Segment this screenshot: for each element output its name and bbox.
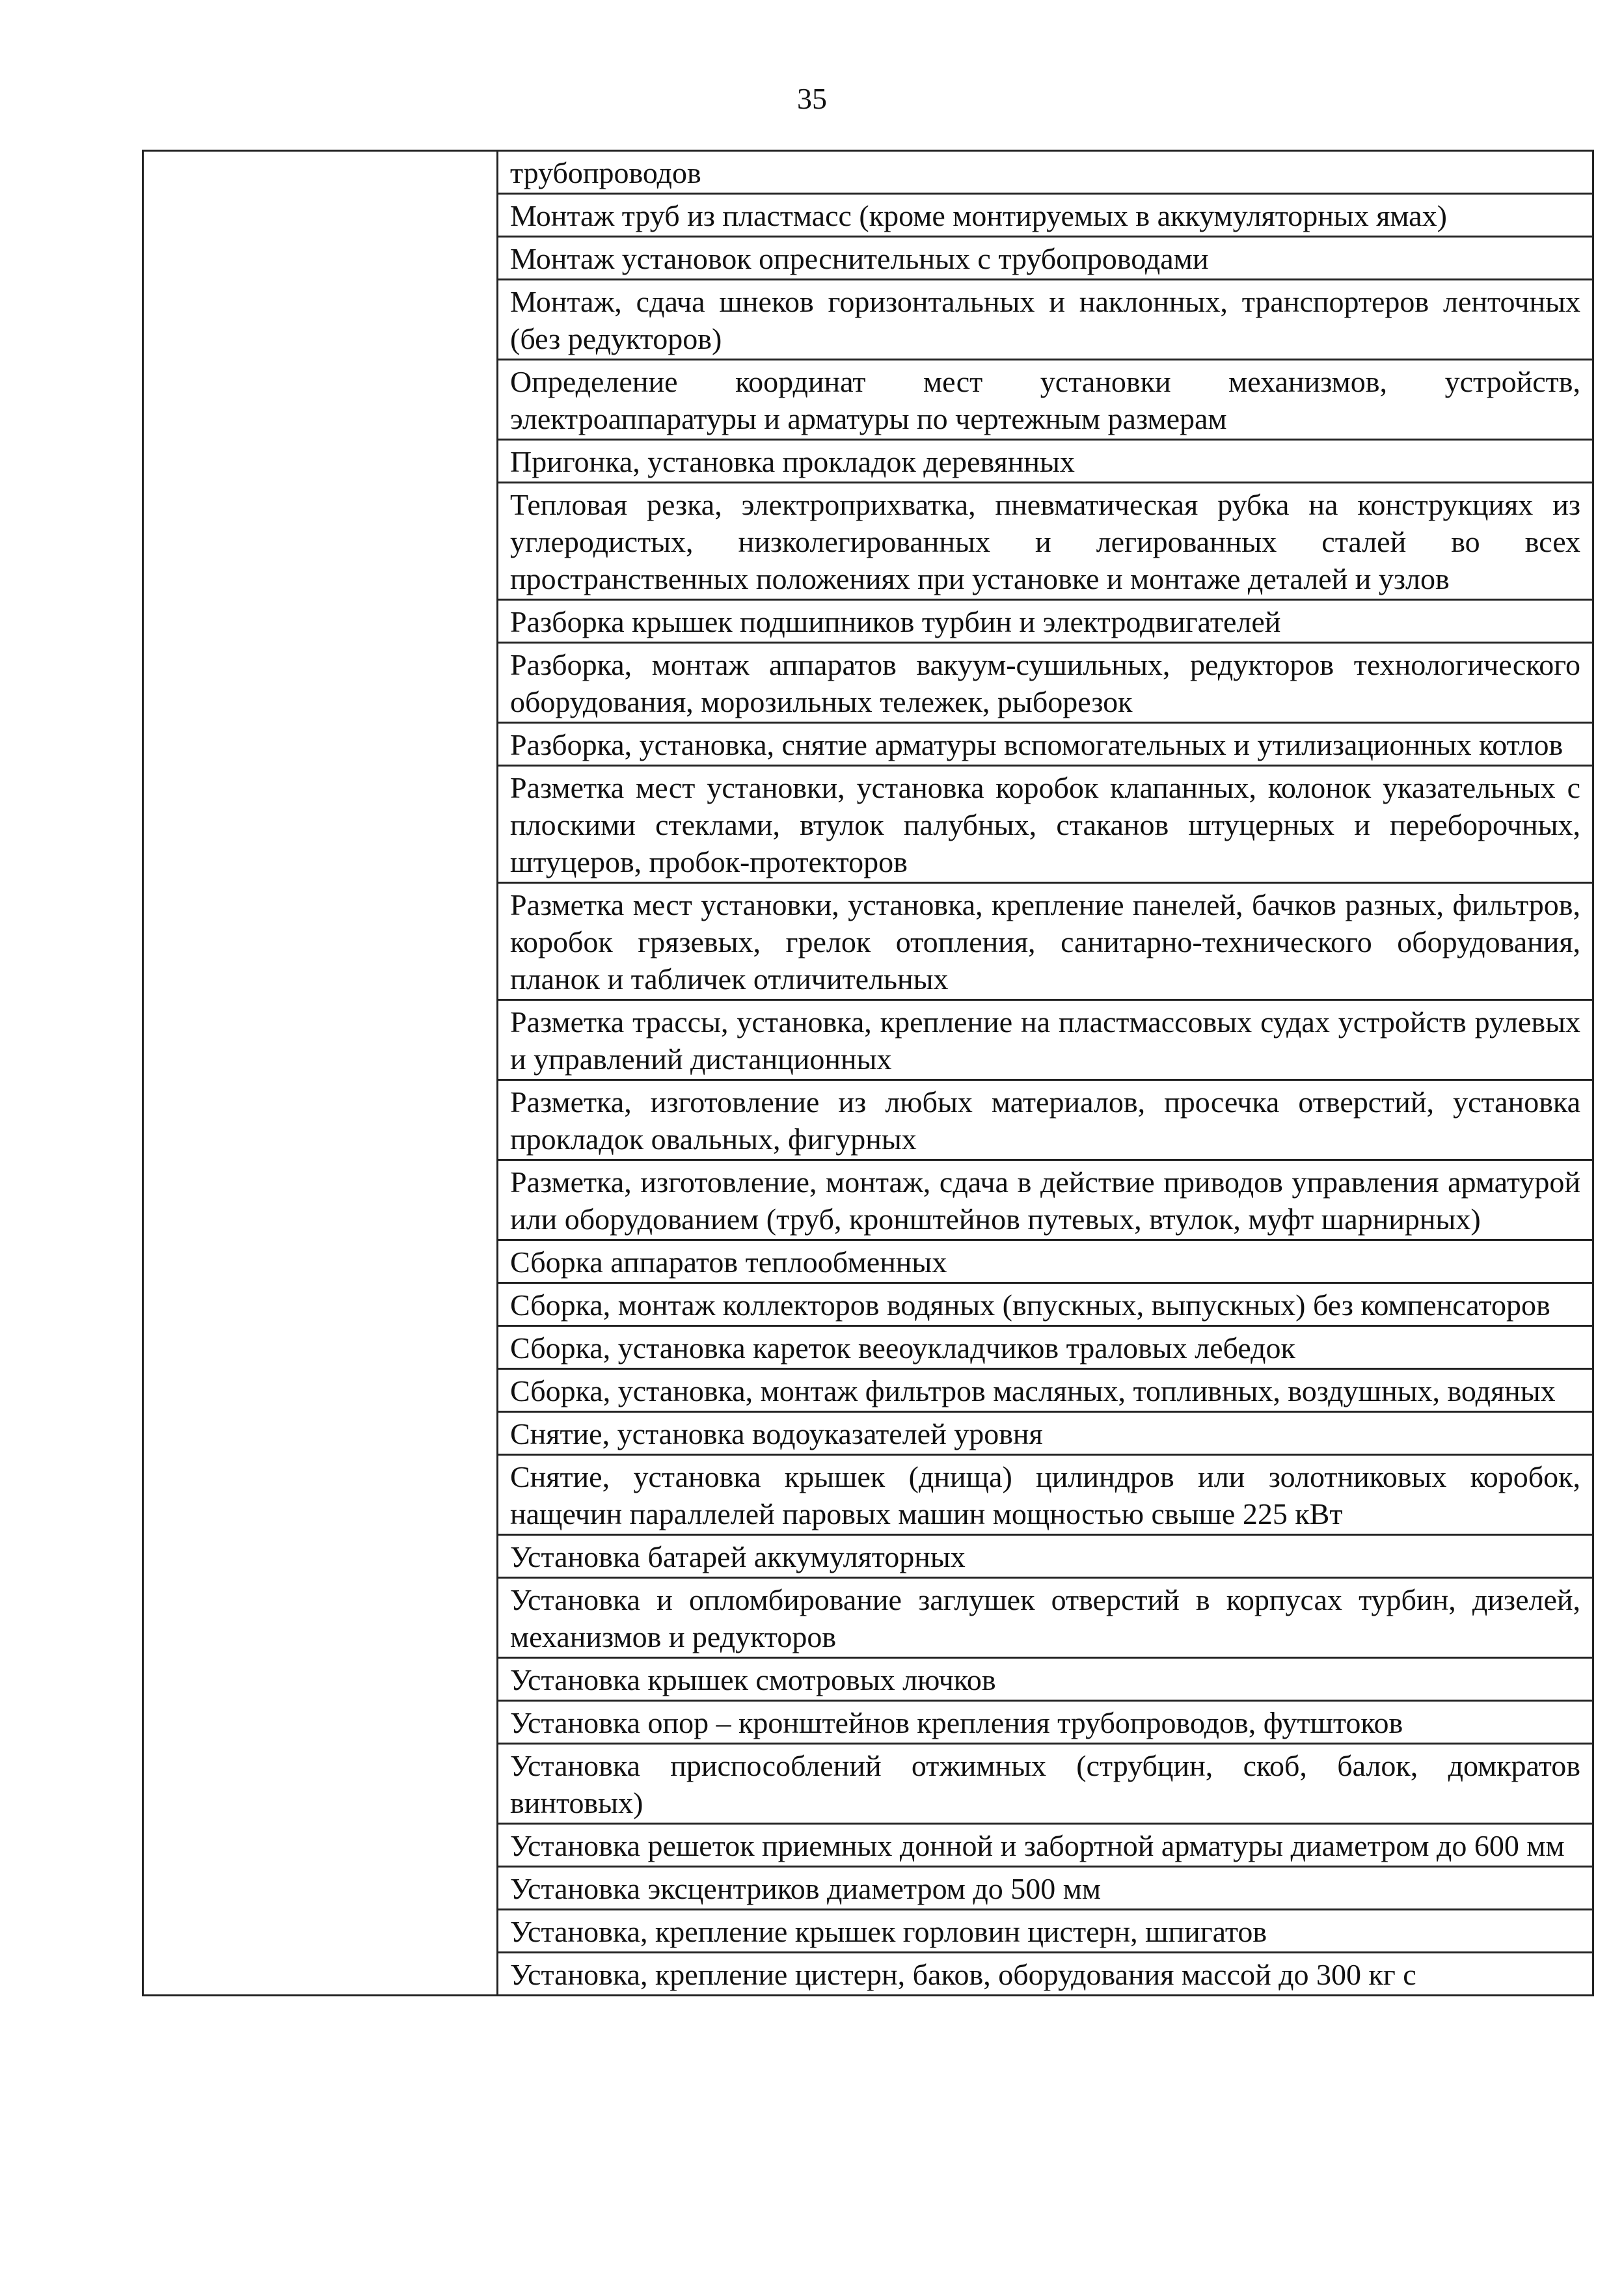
work-item: Разметка, изготовление из любых материалов, просечка отверстий, установка прокладок овальных, фигурных — [498, 1079, 1592, 1159]
profession-cell — [143, 151, 498, 1996]
work-item: Сборка, установка кареток вееоукладчиков траловых лебедок — [498, 1325, 1592, 1368]
work-item: Разметка, изготовление, монтаж, сдача в действие приводов управления арматурой или оборудованием (труб, кронштейнов путевых, втулок, муфт шарнирных) — [498, 1159, 1592, 1239]
work-item: Разметка трассы, установка, крепление на пластмассовых судах устройств рулевых и управлений дистанционных — [498, 999, 1592, 1079]
work-item: трубопроводов — [510, 156, 701, 189]
work-item: Установка батарей аккумуляторных — [498, 1534, 1592, 1577]
work-item: Установка решеток приемных донной и забортной арматуры диаметром до 600 мм — [498, 1823, 1592, 1866]
work-item: Сборка, установка, монтаж фильтров масляных, топливных, воздушных, водяных — [498, 1368, 1592, 1411]
work-item: Установка, крепление крышек горловин цистерн, шпигатов — [498, 1908, 1592, 1951]
work-item: Установка приспособлений отжимных (струбцин, скоб, балок, домкратов винтовых) — [498, 1743, 1592, 1823]
page-number: 35 — [797, 82, 827, 115]
work-item: Снятие, установка водоуказателей уровня — [498, 1411, 1592, 1454]
work-item: Разметка мест установки, установка коробок клапанных, колонок указательных с плоскими стеклами, втулок палубных, стаканов штуцерных и переборочных, штуцеров, пробок-протекторов — [498, 765, 1592, 882]
work-item: Разметка мест установки, установка, крепление панелей, бачков разных, фильтров, коробок грязевых, грелок отопления, санитарно-технического оборудования, планок и табличек отличительных — [498, 882, 1592, 999]
work-item: Монтаж установок опреснительных с трубопроводами — [498, 236, 1592, 278]
work-item: Установка эксцентриков диаметром до 500 мм — [498, 1866, 1592, 1908]
work-item: Пригонка, установка прокладок деревянных — [498, 439, 1592, 482]
work-item: Монтаж, сдача шнеков горизонтальных и наклонных, транспортеров ленточных (без редукторов) — [498, 278, 1592, 359]
work-item: Разборка, установка, снятие арматуры вспомогательных и утилизационных котлов — [498, 722, 1592, 765]
work-item: Сборка аппаратов теплообменных — [498, 1239, 1592, 1282]
work-item: Установка и опломбирование заглушек отверстий в корпусах турбин, дизелей, механизмов и редукторов — [498, 1577, 1592, 1657]
works-table — [142, 150, 1594, 1996]
work-item: Разборка крышек подшипников турбин и электродвигателей — [498, 599, 1592, 642]
works-list-cell — [498, 151, 1593, 1996]
work-item: Снятие, установка крышек (днища) цилиндров или золотниковых коробок, нащечин параллелей паровых машин мощностью свыше 225 кВт — [498, 1454, 1592, 1534]
work-item: Определение координат мест установки механизмов, устройств, электроаппаратуры и арматуры по чертежным размерам — [498, 359, 1592, 439]
work-item: Разборка, монтаж аппаратов вакуум-сушильных, редукторов технологического оборудования, морозильных тележек, рыборезок — [498, 642, 1592, 722]
work-item: Установка опор – кронштейнов крепления трубопроводов, футштоков — [498, 1700, 1592, 1743]
work-item: Установка крышек смотровых лючков — [498, 1657, 1592, 1700]
work-item: Сборка, монтаж коллекторов водяных (впускных, выпускных) без компенсаторов — [498, 1282, 1592, 1325]
work-item: Монтаж труб из пластмасс (кроме монтируемых в аккумуляторных ямах) — [498, 193, 1592, 236]
table-row — [143, 151, 1593, 1996]
work-item: Тепловая резка, электроприхватка, пневматическая рубка на конструкциях из углеродистых, низколегированных и легированных сталей во всех пространственных положениях при установке и монтаже деталей и узлов — [498, 482, 1592, 599]
work-item: Установка, крепление цистерн, баков, оборудования массой до 300 кг с — [498, 1951, 1592, 1994]
